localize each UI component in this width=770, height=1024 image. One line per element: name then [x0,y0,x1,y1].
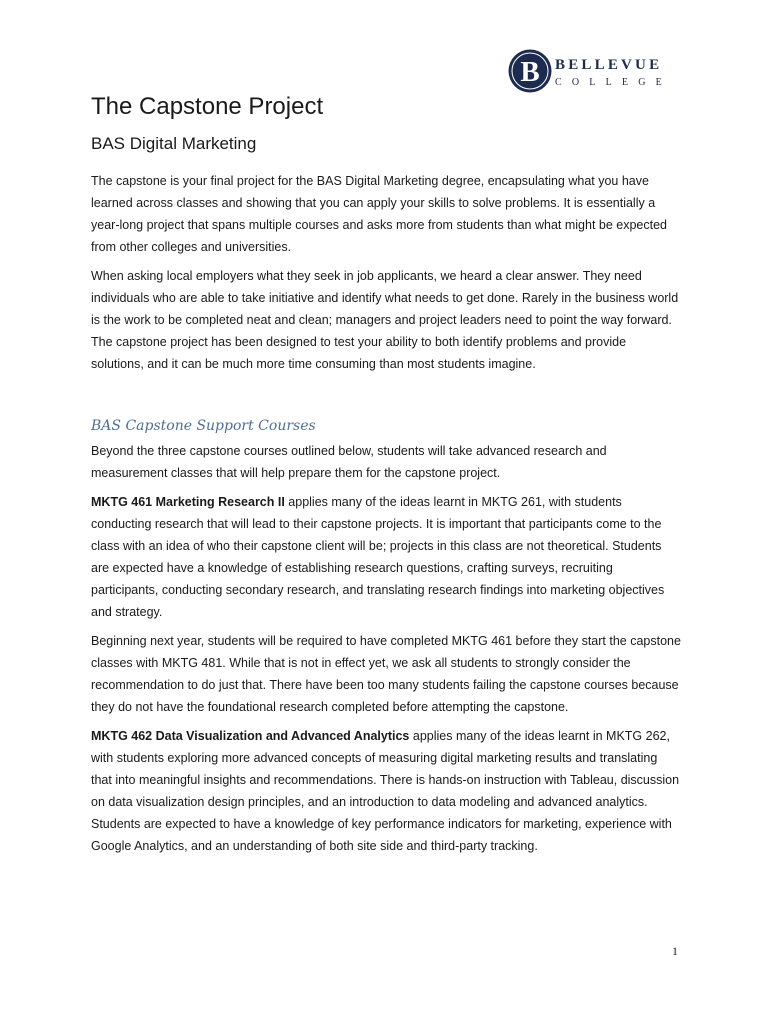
section-heading: BAS Capstone Support Courses [91,418,316,434]
mktg462-description: applies many of the ideas learnt in MKTG 262, with students exploring more advanced concepts of measuring digital marketing results and translating that into meaningful insights and recommendations. There is hands-on instruction with Tableau, discussion on data visualization design principles, and an introduction to data modeling and advanced analytics. Students are expected to have a knowledge of key performance indicators for marketing, experience with Google Analytics, and an understanding of both site side and third-party tracking. [91,729,680,853]
document-body [91,92,681,857]
logo-letter: B [520,56,540,88]
intro-paragraph-1: The capstone is your final project for the BAS Digital Marketing degree, encapsulating what you have learned across classes and showing that you can apply your skills to solve problems. It is essentially a year-long project that spans multiple courses and asks more from students than what might be expected from other colleges and universities. [91,174,667,254]
logo-word-college: COLLEGE [555,77,672,88]
mktg461-description: applies many of the ideas learnt in MKTG 261, with students conducting research that will lead to their capstone projects. It is important that participants come to the class with an idea of who their capstone client will be; projects in this class are not theoretical. Students are expected have a knowledge of establishing research questions, crafting surveys, recruiting participants, conducting secondary research, and translating research findings into marketing objectives and strategy. [91,495,665,619]
bellevue-college-logo [507,48,687,96]
intro-paragraph-2: When asking local employers what they seek in job applicants, we heard a clear answer. They need individuals who are able to take initiative and identify what needs to get done. Rarely in the business world is the work to be completed neat and clean; managers and project leaders need to point the way forward. The capstone project has been designed to test your ability to both identify problems and provide solutions, and it can be much more time consuming than most students imagine. [91,269,679,371]
mktg462-paragraph [91,725,681,857]
logo-word-bellevue: BELLEVUE [555,57,663,73]
requirement-note-paragraph: Beginning next year, students will be required to have completed MKTG 461 before they start the capstone classes with MKTG 481. While that is not in effect yet, we ask all students to strongly consider the recommendation to do just that. There have been too many students failing the capstone courses because they do not have the foundational research completed before attempting the capstone. [91,634,681,714]
page-subtitle: BAS Digital Marketing [91,134,257,153]
mktg462-course-name: MKTG 462 Data Visualization and Advanced Analytics [91,729,410,743]
section-intro-paragraph: Beyond the three capstone courses outlined below, students will take advanced research and measurement classes that will help prepare them for the capstone project. [91,444,607,480]
mktg461-paragraph [91,491,681,623]
bellevue-college-b-logo-icon [507,48,553,94]
page-number: 1 [672,944,678,958]
page-title: The Capstone Project [91,93,324,120]
mktg461-course-name: MKTG 461 Marketing Research II [91,495,285,509]
